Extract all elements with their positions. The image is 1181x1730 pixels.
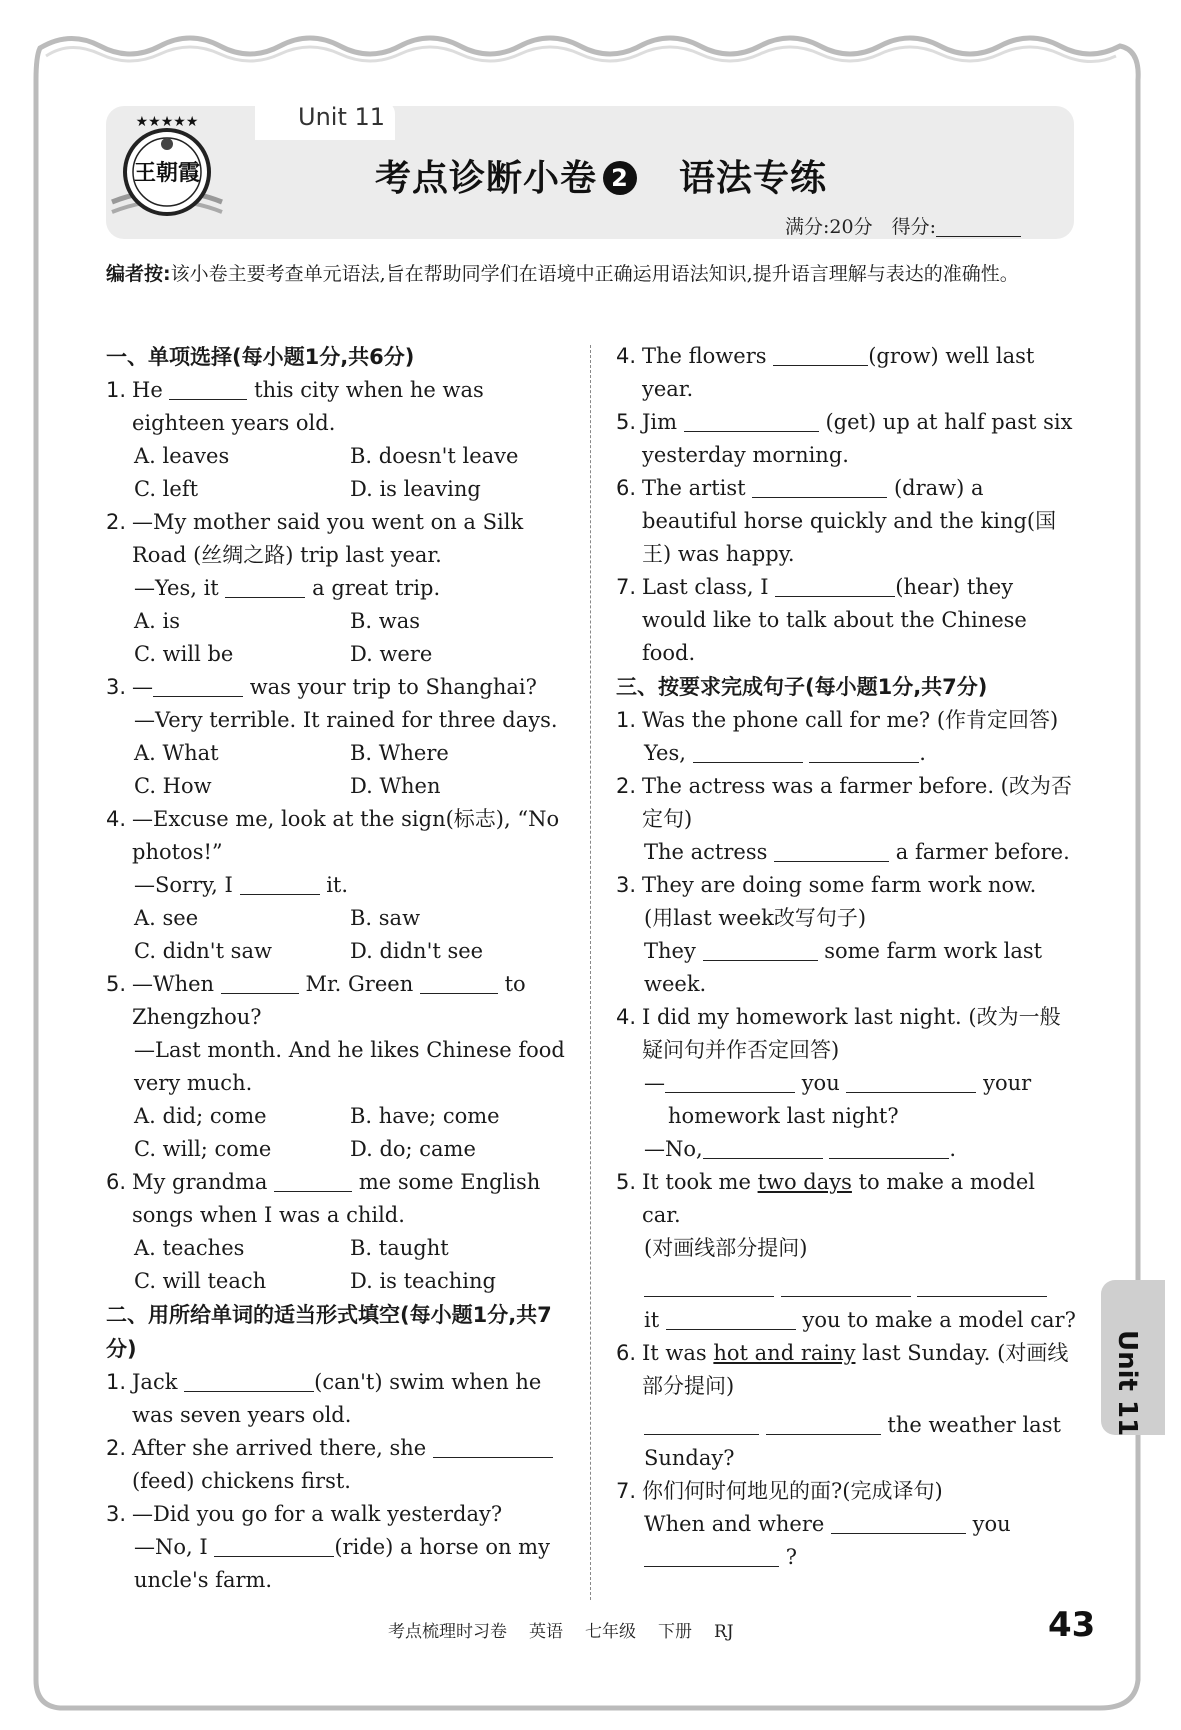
- answer-blank[interactable]: [221, 973, 299, 994]
- question-3-2: 2. The actress was a farmer before. (改为否定句): [616, 774, 1072, 831]
- answer-blank[interactable]: [184, 1371, 314, 1392]
- seal-logo: [102, 110, 232, 230]
- answer-blank[interactable]: [644, 1276, 774, 1297]
- question-2-2: 2. After she arrived there, she (feed) chickens first.: [106, 1432, 566, 1498]
- column-divider: [590, 345, 591, 1600]
- answer-blank[interactable]: [809, 742, 919, 763]
- svg-text:★★★★★: ★★★★★: [135, 114, 199, 130]
- question-1-2: 2. —My mother said you went on a Silk Road (丝绸之路) trip last year.: [106, 510, 524, 567]
- section-2-title: 二、用所给单词的适当形式填空(每小题1分,共7分): [106, 1303, 552, 1361]
- answer-blank[interactable]: [666, 1309, 796, 1330]
- answer-blank[interactable]: [433, 1437, 553, 1458]
- options-1-5: A. did; come B. have; come: [134, 1104, 500, 1128]
- question-2-7: 7. Last class, I (hear) they would like to talk about the Chinese food.: [616, 575, 1027, 665]
- question-2-5: 5. Jim (get) up at half past six yesterday morning.: [616, 410, 1073, 467]
- footer: 考点梳理时习卷 英语 七年级 下册 RJ: [388, 1622, 734, 1642]
- answer-blank[interactable]: [644, 1546, 779, 1567]
- answer-blank[interactable]: [684, 411, 819, 432]
- answer-blank[interactable]: [153, 676, 243, 697]
- question-3-5: 5. It took me two days to make a model car.: [616, 1170, 1035, 1227]
- svg-text:王朝霞: 王朝霞: [133, 160, 201, 186]
- answer-blank[interactable]: [775, 576, 895, 597]
- score-blank[interactable]: [936, 220, 1021, 237]
- editor-note: 编者按:该小卷主要考查单元语法,旨在帮助同学们在语境中正确运用语法知识,提升语言理解与表达的准确性。: [106, 263, 1019, 285]
- section-1-title: 一、单项选择(每小题1分,共6分): [106, 345, 415, 369]
- answer-blank[interactable]: [169, 379, 247, 400]
- question-1-3: 3. — was your trip to Shanghai?: [106, 675, 537, 699]
- answer-blank[interactable]: [774, 841, 889, 862]
- question-2-6: 6. The artist (draw) a beautiful horse quickly and the king(国王) was happy.: [616, 476, 1057, 566]
- answer-blank[interactable]: [846, 1072, 976, 1093]
- answer-blank[interactable]: [752, 477, 887, 498]
- question-3-1: 1. Was the phone call for me? (作肯定回答): [616, 708, 1059, 732]
- section-3-title: 三、按要求完成句子(每小题1分,共7分): [616, 675, 988, 699]
- unit-label: Unit 11: [298, 103, 386, 131]
- answer-blank[interactable]: [644, 1414, 759, 1435]
- options-1-3: A. What B. Where: [134, 741, 449, 765]
- answer-blank[interactable]: [781, 1276, 911, 1297]
- answer-blank[interactable]: [693, 742, 803, 763]
- answer-blank[interactable]: [831, 1513, 966, 1534]
- question-3-7: 7. 你们何时何地见的面?(完成译句): [616, 1479, 943, 1503]
- options-1-6: A. teaches B. taught: [134, 1236, 449, 1260]
- answer-blank[interactable]: [665, 1072, 795, 1093]
- question-3-6: 6. It was hot and rainy last Sunday. (对画线部分提问): [616, 1341, 1069, 1398]
- answer-blank[interactable]: [766, 1414, 881, 1435]
- answer-blank[interactable]: [703, 940, 818, 961]
- question-3-3: 3. They are doing some farm work now.: [616, 873, 1037, 897]
- answer-blank[interactable]: [225, 577, 305, 598]
- page-number: 43: [1048, 1605, 1096, 1645]
- question-1-5: 5. —When Mr. Green to Zhengzhou?: [106, 972, 526, 1029]
- question-3-4: 4. I did my homework last night. (改为一般疑问句并作否定回答): [616, 1005, 1061, 1062]
- answer-blank[interactable]: [214, 1536, 334, 1557]
- answer-blank[interactable]: [240, 874, 320, 895]
- answer-blank[interactable]: [420, 973, 498, 994]
- question-2-3: 3. —Did you go for a walk yesterday?: [106, 1502, 503, 1526]
- page-title: 考点诊断小卷 2 语法专练: [375, 158, 828, 199]
- score-line: 满分:20分 得分:: [785, 212, 1021, 239]
- question-1-1: 1. He this city when he was eighteen years old.: [106, 378, 484, 435]
- options-1-4: A. see B. saw: [134, 906, 421, 930]
- answer-blank[interactable]: [829, 1138, 949, 1159]
- question-2-4: 4. The flowers (grow) well last year.: [616, 344, 1035, 401]
- question-1-4: 4. —Excuse me, look at the sign(标志), “No photos!”: [106, 807, 560, 864]
- side-unit-label: Unit 11: [1112, 1330, 1142, 1437]
- left-column: 一、单项选择(每小题1分,共6分) 1. He this city when he was eighteen years old. A. leaves B. doesn't leave C. left D. is leaving 2. —My mother said you went on a Silk Road (丝绸之路) trip last year. —Yes, it a great trip. A. is B. was C. will be D. were 3. — was your trip to Shanghai? —Very terrible. It rained for three days. A. What B. Where C. How D. When 4. —Excuse me, look at the sign(标志), “No photos!” —Sorry, I it. A. see B. saw C. didn't saw D. didn't see 5. —When Mr. Green to Zhengzhou? —Last month. And he likes Chinese food very much. A. did; come B. have; come C. will; come D. do; came 6. My grandma me some English songs when I was a child. A. teaches B. taught C. will teach D. is teaching 二、用所给单词的适当形式填空(每小题1分,共7分) 1. Jack (can't) swim when he was seven years old. 2. After she arrived there, she (feed) chickens first. 3. —Did you go for a walk yesterday? —No, I (ride) a horse on my uncle's farm.: [106, 340, 566, 1597]
- options-1-1: A. leaves B. doesn't leave: [134, 444, 519, 468]
- question-1-6: 6. My grandma me some English songs when I was a child.: [106, 1170, 541, 1227]
- options-1-2: A. is B. was: [134, 609, 421, 633]
- question-2-1: 1. Jack (can't) swim when he was seven years old.: [106, 1370, 542, 1427]
- right-column: 4. The flowers (grow) well last year. 5. Jim (get) up at half past six yesterday morning. 6. The artist (draw) a beautiful horse quickly and the king(国王) was happy. 7. Last class, I (hear) they would like to talk about the Chinese food. 三、按要求完成句子(每小题1分,共7分) 1. Was the phone call for me? (作肯定回答) Yes, . 2. The actress was a farmer before. (改为否定句) The actress a farmer before. 3. They are doing some farm work now. (用last week改写句子) They some farm work last week. 4. I did my homework last night. (改为一般疑问句并作否定回答) — you your homework last night? —No, . 5. It took me two days to make a model car. (对画线部分提问) it you to make a model car? 6. It was hot and rainy last Sunday. (对画线部分提问) the weather last Sunday? 7. 你们何时何地见的面?(完成译句) When and where you ?: [616, 340, 1076, 1574]
- answer-blank[interactable]: [917, 1276, 1047, 1297]
- answer-blank[interactable]: [773, 345, 868, 366]
- answer-blank[interactable]: [274, 1171, 352, 1192]
- answer-blank[interactable]: [703, 1138, 823, 1159]
